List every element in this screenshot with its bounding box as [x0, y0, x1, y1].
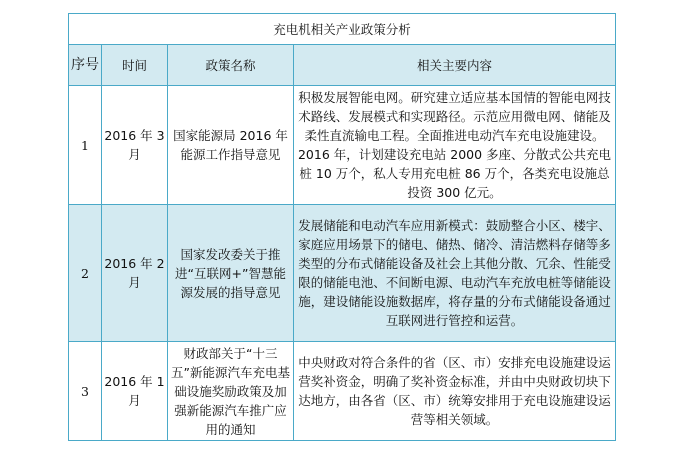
table-row [69, 342, 616, 441]
cell-time: 2016 年 1 月 [102, 342, 168, 441]
cell-policy-name: 国家发改委关于推进“互联网+”智慧能源发展的指导意见 [168, 205, 294, 342]
header-seq: 序号 [69, 45, 102, 86]
cell-content: 中央财政对符合条件的省（区、市）安排充电设施建设运营奖补资金，明确了奖补资金标准，并由中央财政切块下达地方，由各省（区、市）统筹安排用于充电设施建设运营等相关领域。 [294, 342, 616, 441]
cell-time: 2016 年 2 月 [102, 205, 168, 342]
cell-content: 发展储能和电动汽车应用新模式：鼓励整合小区、楼宇、家庭应用场景下的储电、储热、储冷、清洁燃料存储等多类型的分布式储能设备及社会上其他分散、冗余、性能受限的储能电池、不间断电源、电动汽车充放电桩等储能设施，建设储能设施数据库，将存量的分布式储能设备通过互联网进行管控和运营。 [294, 205, 616, 342]
cell-time: 2016 年 3 月 [102, 86, 168, 205]
header-time: 时间 [102, 45, 168, 86]
header-name: 政策名称 [168, 45, 294, 86]
cell-seq: 3 [69, 342, 102, 441]
cell-policy-name: 国家能源局 2016 年能源工作指导意见 [168, 86, 294, 205]
cell-policy-name: 财政部关于“十三五”新能源汽车充电基础设施奖励政策及加强新能源汽车推广应用的通知 [168, 342, 294, 441]
table-header-row [69, 45, 616, 86]
table-title: 充电机相关产业政策分析 [69, 14, 616, 45]
policy-table [68, 13, 616, 441]
table-row [69, 86, 616, 205]
table-row [69, 205, 616, 342]
header-content: 相关主要内容 [294, 45, 616, 86]
cell-content: 积极发展智能电网。研究建立适应基本国情的智能电网技术路线、发展模式和实现路径。示范应用微电网、储能及柔性直流输电工程。全面推进电动汽车充电设施建设。2016 年，计划建设充电站 2000 多座、分散式公共充电桩 10 万个，私人专用充电桩 86 万个，各类充电设施总投资 300 亿元。 [294, 86, 616, 205]
cell-seq: 1 [69, 86, 102, 205]
cell-seq: 2 [69, 205, 102, 342]
table-title-row [69, 14, 616, 45]
